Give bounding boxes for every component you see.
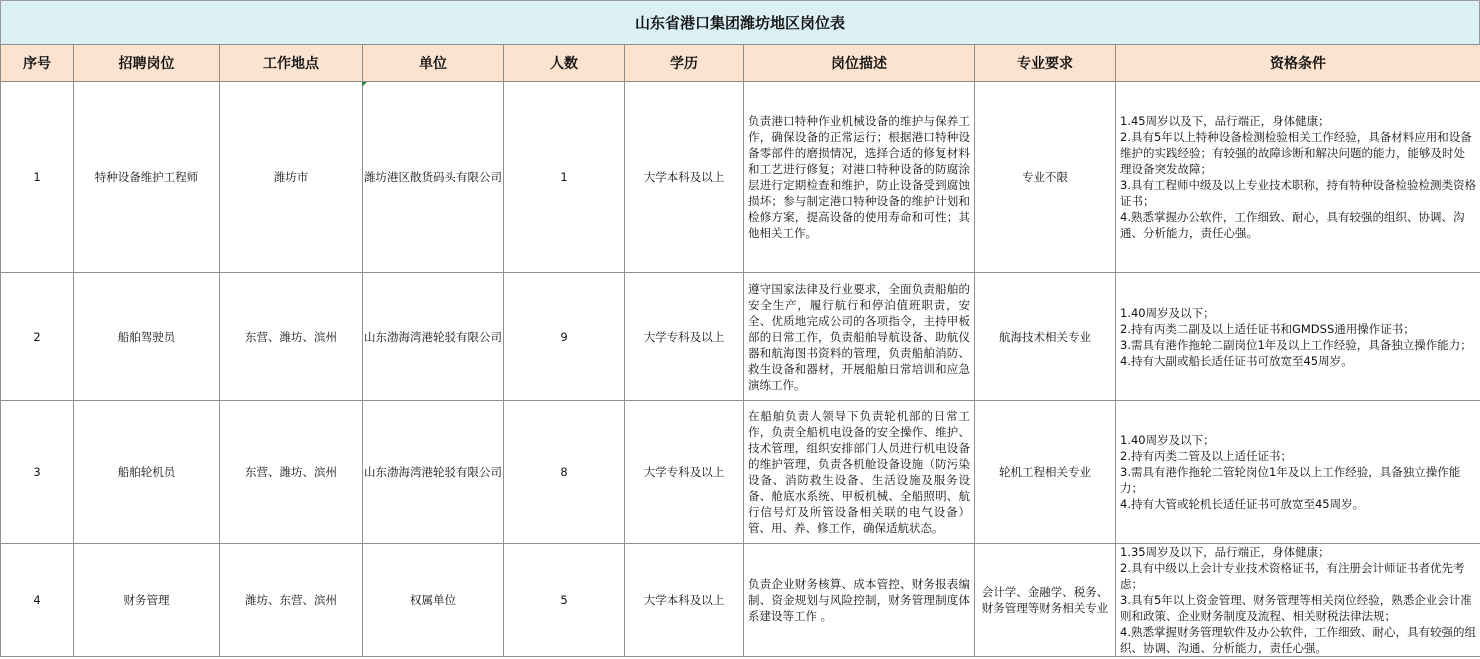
qualification-line: 4.持有大副或船长适任证书可放宽至45周岁。 [1120,353,1353,368]
cell-position[interactable]: 特种设备维护工程师 [74,82,220,273]
cell-qualifications[interactable] [1116,82,1480,273]
cell-position[interactable]: 船舶轮机员 [74,401,220,544]
header-count[interactable]: 人数 [504,45,625,82]
cell-unit[interactable]: 潍坊港区散货码头有限公司 [363,82,504,273]
cell-description[interactable]: 负责企业财务核算、成本管控、财务报表编制、资金规划与风险控制，财务管理制度体系建设等工作 。 [744,544,975,657]
table-row [1,401,1480,544]
qualification-line: 2.持有丙类二副及以上适任证书和GMDSS通用操作证书； [1120,321,1415,336]
cell-education[interactable]: 大学专科及以上 [625,401,744,544]
header-row [1,45,1480,82]
cell-description[interactable]: 负责港口特种作业机械设备的维护与保养工作，确保设备的正常运行；根据港口特种设备零部件的磨损情况，选择合适的修复材料和工艺进行修复；对港口特种设备的防腐涂层进行定期检查和维护，防止设备受到腐蚀损坏；参与制定港口特种设备的维护计划和检修方案，提高设备的使用寿命和可性；其他相关工作。 [744,82,975,273]
qualification-line: 1.40周岁及以下； [1120,433,1215,447]
qualification-line: 4.持有大管或轮机长适任证书可放宽至45周岁。 [1120,497,1365,511]
header-description[interactable]: 岗位描述 [744,45,975,82]
cell-education[interactable]: 大学专科及以上 [625,273,744,401]
qualification-line: 4.熟悉掌握办公软件，工作细致、耐心，具有较强的组织、协调、沟通、分析能力，责任心强。 [1120,210,1465,240]
cell-location[interactable]: 东营、潍坊、滨州 [220,273,363,401]
cell-unit[interactable]: 权属单位 [363,544,504,657]
cell-location[interactable]: 东营、潍坊、滨州 [220,401,363,544]
cell-description[interactable]: 遵守国家法律及行业要求，全面负责船舶的安全生产，履行航行和停泊值班职责，安全、优质地完成公司的各项指令，主持甲板部的日常工作，负责船舶导航设备、助航仪器和航海图书资料的管理，负责船舶消防、救生设备和器材，开展船舶日常培训和应急演练工作。 [744,273,975,401]
header-qualifications[interactable]: 资格条件 [1116,45,1480,82]
cell-major[interactable]: 航海技术相关专业 [975,273,1116,401]
cell-major[interactable]: 专业不限 [975,82,1116,273]
header-unit[interactable]: 单位 [363,45,504,82]
qualification-line: 1.40周岁及以下； [1120,305,1215,320]
qualification-line: 1.45周岁以及下，品行端正，身体健康； [1120,114,1330,128]
cell-location[interactable]: 潍坊、东营、滨州 [220,544,363,657]
cell-count[interactable]: 1 [504,82,625,273]
header-no[interactable]: 序号 [1,45,74,82]
cell-no[interactable]: 4 [1,544,74,657]
cell-qualifications[interactable] [1116,401,1480,544]
table-title[interactable]: 山东省港口集团潍坊地区岗位表 [0,0,1480,45]
header-location[interactable]: 工作地点 [220,45,363,82]
cell-count[interactable]: 5 [504,544,625,657]
cell-no[interactable]: 2 [1,273,74,401]
qualification-line: 3.具有5年以上资金管理、财务管理等相关岗位经验，熟悉企业会计准则和政策、企业财务制度及流程、相关财税法律法规； [1120,593,1472,623]
cell-description[interactable]: 在船舶负责人领导下负责轮机部的日常工作，负责全船机电设备的安全操作、维护、技术管理，组织安排部门人员进行机电设备的维护管理，负责各机舱设备设施（防污染设备、消防救生设备、生活设施及服务设备、舱底水系统、甲板机械、全船照明、航行信号灯及所管设备相关联的电气设备）管、用、养、修工作，确保适航状态。 [744,401,975,544]
cell-position[interactable]: 船舶驾驶员 [74,273,220,401]
qualification-line: 2.具有5年以上特种设备检测检验相关工作经验，具备材料应用和设备维护的实践经验；有较强的故障诊断和解决问题的能力，能够及时处理设备突发故障； [1120,130,1472,176]
qualification-line: 4.熟悉掌握财务管理软件及办公软件，工作细致、耐心，具有较强的组织、协调、沟通、分析能力，责任心强。 [1120,625,1476,655]
cell-count[interactable]: 9 [504,273,625,401]
cell-no[interactable]: 3 [1,401,74,544]
cell-qualifications[interactable] [1116,273,1480,401]
qualification-line: 2.持有丙类二管及以上适任证书； [1120,449,1292,463]
qualification-line: 3.具有工程师中级及以上专业技术职称，持有特种设备检验检测类资格证书； [1120,178,1476,208]
table-row [1,82,1480,273]
qualification-line: 3.需具有港作拖轮二副岗位1年及以上工作经验，具备独立操作能力； [1120,337,1472,352]
table-row [1,544,1480,657]
cell-unit[interactable]: 山东渤海湾港轮驳有限公司 [363,401,504,544]
cell-major[interactable]: 会计学、金融学、税务、财务管理等财务相关专业 [975,544,1116,657]
cell-count[interactable]: 8 [504,401,625,544]
header-education[interactable]: 学历 [625,45,744,82]
header-position[interactable]: 招聘岗位 [74,45,220,82]
cell-location[interactable]: 潍坊市 [220,82,363,273]
cell-comment-marker [362,82,367,87]
qualification-line: 1.35周岁及以下，品行端正，身体健康； [1120,545,1330,559]
cell-qualifications[interactable] [1116,544,1480,657]
qualification-line: 2.具有中级以上会计专业技术资格证书，有注册会计师证书者优先考虑； [1120,561,1465,591]
table-row [1,273,1480,401]
cell-major[interactable]: 轮机工程相关专业 [975,401,1116,544]
cell-education[interactable]: 大学本科及以上 [625,544,744,657]
qualification-line: 3.需具有港作拖轮二管轮岗位1年及以上工作经验，具备独立操作能力； [1120,465,1461,495]
header-major[interactable]: 专业要求 [975,45,1116,82]
cell-unit[interactable]: 山东渤海湾港轮驳有限公司 [363,273,504,401]
job-table [0,44,1480,657]
cell-education[interactable]: 大学本科及以上 [625,82,744,273]
cell-position[interactable]: 财务管理 [74,544,220,657]
cell-no[interactable]: 1 [1,82,74,273]
